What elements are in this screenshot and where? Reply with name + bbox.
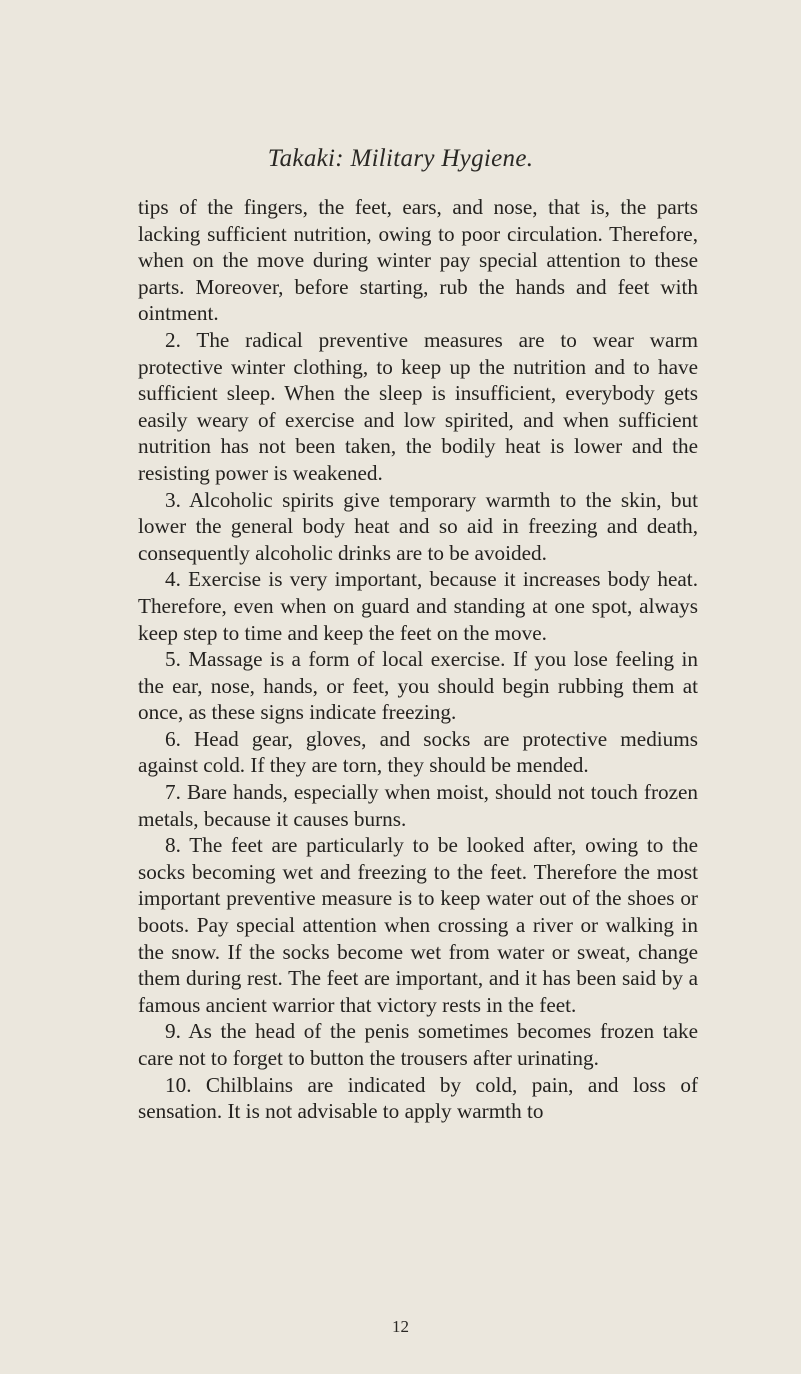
body-text <box>138 194 698 1125</box>
running-head: Takaki: Military Hygiene. <box>267 145 534 172</box>
paragraph-item-2: 2. The radical preventive measures are to wear warm protective winter clothing, to keep up the nutrition and to have sufficient sleep. When the sleep is insufficient, everybody gets easily weary of exercise and low spirited, and when sufficient nutrition has not been taken, the bodily heat is lower and the resisting power is weakened. <box>138 327 698 485</box>
paragraph-item-5: 5. Massage is a form of local exercise. If you lose feeling in the ear, nose, hands, or feet, you should begin rubbing them at once, as these signs indicate freezing. <box>138 647 698 725</box>
paragraph-item-7: 7. Bare hands, especially when moist, should not touch frozen metals, because it causes burns. <box>138 780 698 831</box>
paragraph-continuation: tips of the fingers, the feet, ears, and nose, that is, the parts lacking sufficient nutrition, owing to poor circulation. Therefore, when on the move during winter pay special attention to these parts. Moreover, before starting, rub the hands and feet with ointment. <box>138 195 698 326</box>
paragraph-item-9: 9. As the head of the penis sometimes becomes frozen take care not to forget to button the trousers after urinating. <box>138 1019 698 1070</box>
paragraph-item-8: 8. The feet are particularly to be looked after, owing to the socks becoming wet and freezing to the feet. Therefore the most important preventive measure is to keep water out of the shoes or boots. Pay special attention when crossing a river or walking in the snow. If the socks become wet from water or sweat, change them during rest. The feet are important, and it has been said by a famous ancient warrior that victory rests in the feet. <box>138 833 698 1017</box>
paragraph-item-4: 4. Exercise is very important, because it increases body heat. Therefore, even when on guard and standing at one spot, always keep step to time and keep the feet on the move. <box>138 567 698 645</box>
paragraph-item-6: 6. Head gear, gloves, and socks are protective mediums against cold. If they are torn, they should be mended. <box>138 726 698 778</box>
page-number: 12 <box>392 1317 409 1336</box>
paragraph-item-3: 3. Alcoholic spirits give temporary warmth to the skin, but lower the general body heat and so aid in freezing and death, consequently alcoholic drinks are to be avoided. <box>138 487 698 565</box>
paragraph-item-10: 10. Chilblains are indicated by cold, pain, and loss of sensation. It is not advisable to apply warmth to <box>138 1072 698 1124</box>
